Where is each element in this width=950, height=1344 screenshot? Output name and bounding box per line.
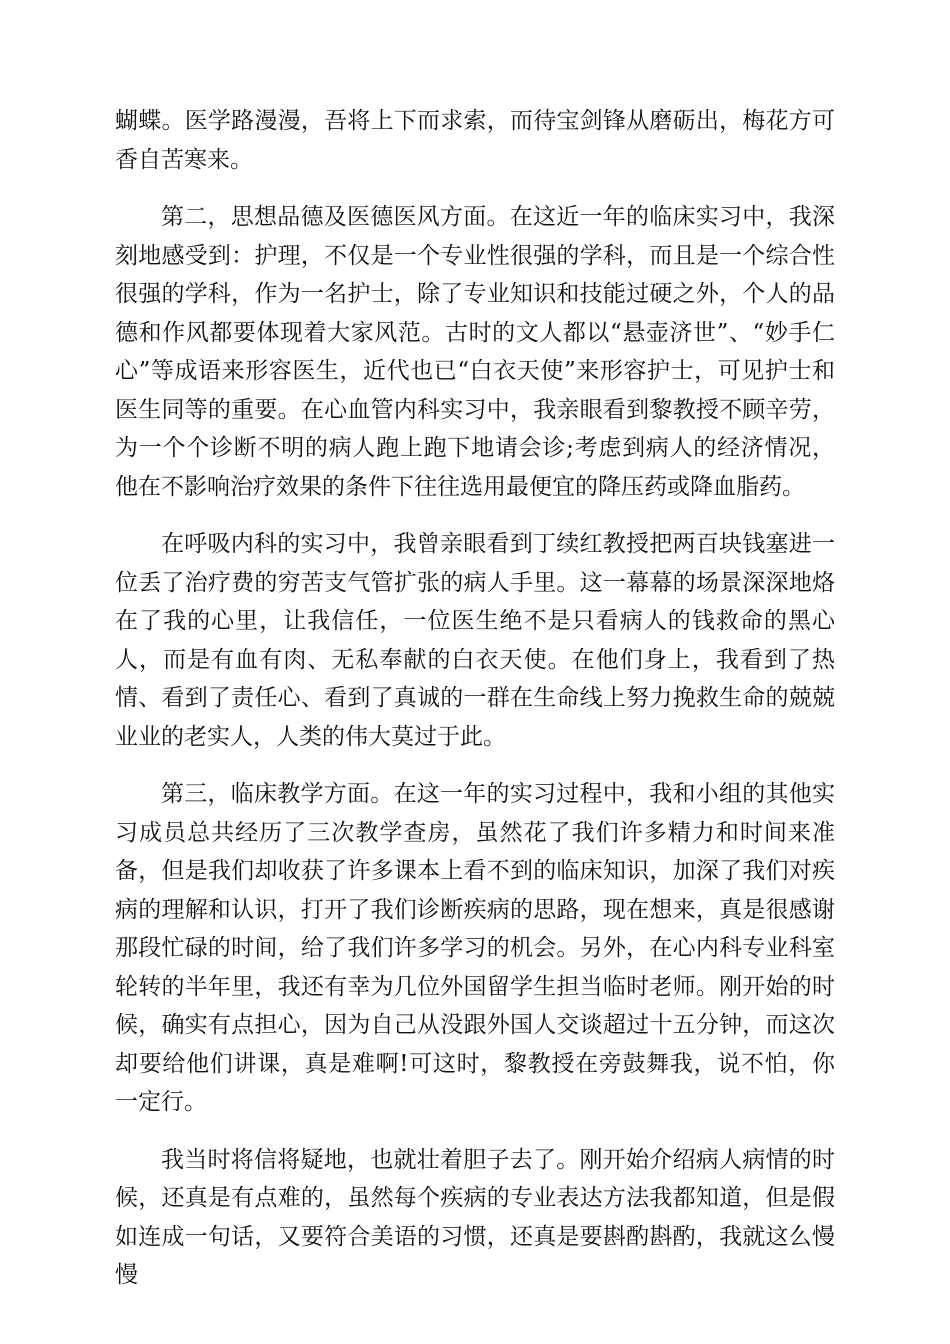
document-body — [115, 102, 835, 1295]
paragraph-ethics: 第二，思想品德及医德医风方面。在这近一年的临床实习中，我深刻地感受到：护理，不仅是一个专业性很强的学科，而且是一个综合性很强的学科，作为一名护士，除了专业知识和技能过硬之外，个人的品德和作风都要体现着大家风范。古时的文人都以“悬壶济世”、“妙手仁心”等成语来形容医生，近代也已“白衣天使”来形容护士，可见护士和医生同等的重要。在心血管内科实习中，我亲眼看到黎教授不顾辛劳，为一个个诊断不明的病人跑上跑下地请会诊;考虑到病人的经济情况，他在不影响治疗效果的条件下往往选用最便宜的降压药或降血脂药。 — [115, 204, 835, 500]
paragraph-continuation: 蝴蝶。医学路漫漫，吾将上下而求索，而待宝剑锋从磨砺出，梅花方可香自苦寒来。 — [115, 108, 835, 173]
paragraph-teaching: 第三，临床教学方面。在这一年的实习过程中，我和小组的其他实习成员总共经历了三次教学查房，虽然花了我们许多精力和时间来准备，但是我们却收获了许多课本上看不到的临床知识，加深了我们对疾病的理解和认识，打开了我们诊断疾病的思路，现在想来，真是很感谢那段忙碌的时间，给了我们许多学习的机会。另外，在心内科专业科室轮转的半年里，我还有幸为几位外国留学生担当临时老师。刚开始的时候，确实有点担心，因为自己从没跟外国人交谈超过十五分钟，而这次却要给他们讲课，真是难啊!可这时，黎教授在旁鼓舞我，说不怕，你一定行。 — [115, 781, 835, 1115]
paragraph-lecture: 我当时将信将疑地，也就壮着胆子去了。刚开始介绍病人病情的时候，还真是有点难的，虽然每个疾病的专业表达方法我都知道，但是假如连成一句话，又要符合美语的习惯，还真是要斟酌斟酌，我就这么慢慢 — [115, 1146, 835, 1288]
paragraph-respiratory: 在呼吸内科的实习中，我曾亲眼看到丁续红教授把两百块钱塞进一位丢了治疗费的穷苦支气管扩张的病人手里。这一幕幕的场景深深地烙在了我的心里，让我信任，一位医生绝不是只看病人的钱救命的黑心人，而是有血有肉、无私奉献的白衣天使。在他们身上，我看到了热情、看到了责任心、看到了真诚的一群在生命线上努力挽救生命的兢兢业业的老实人，人类的伟大莫过于此。 — [115, 531, 835, 750]
